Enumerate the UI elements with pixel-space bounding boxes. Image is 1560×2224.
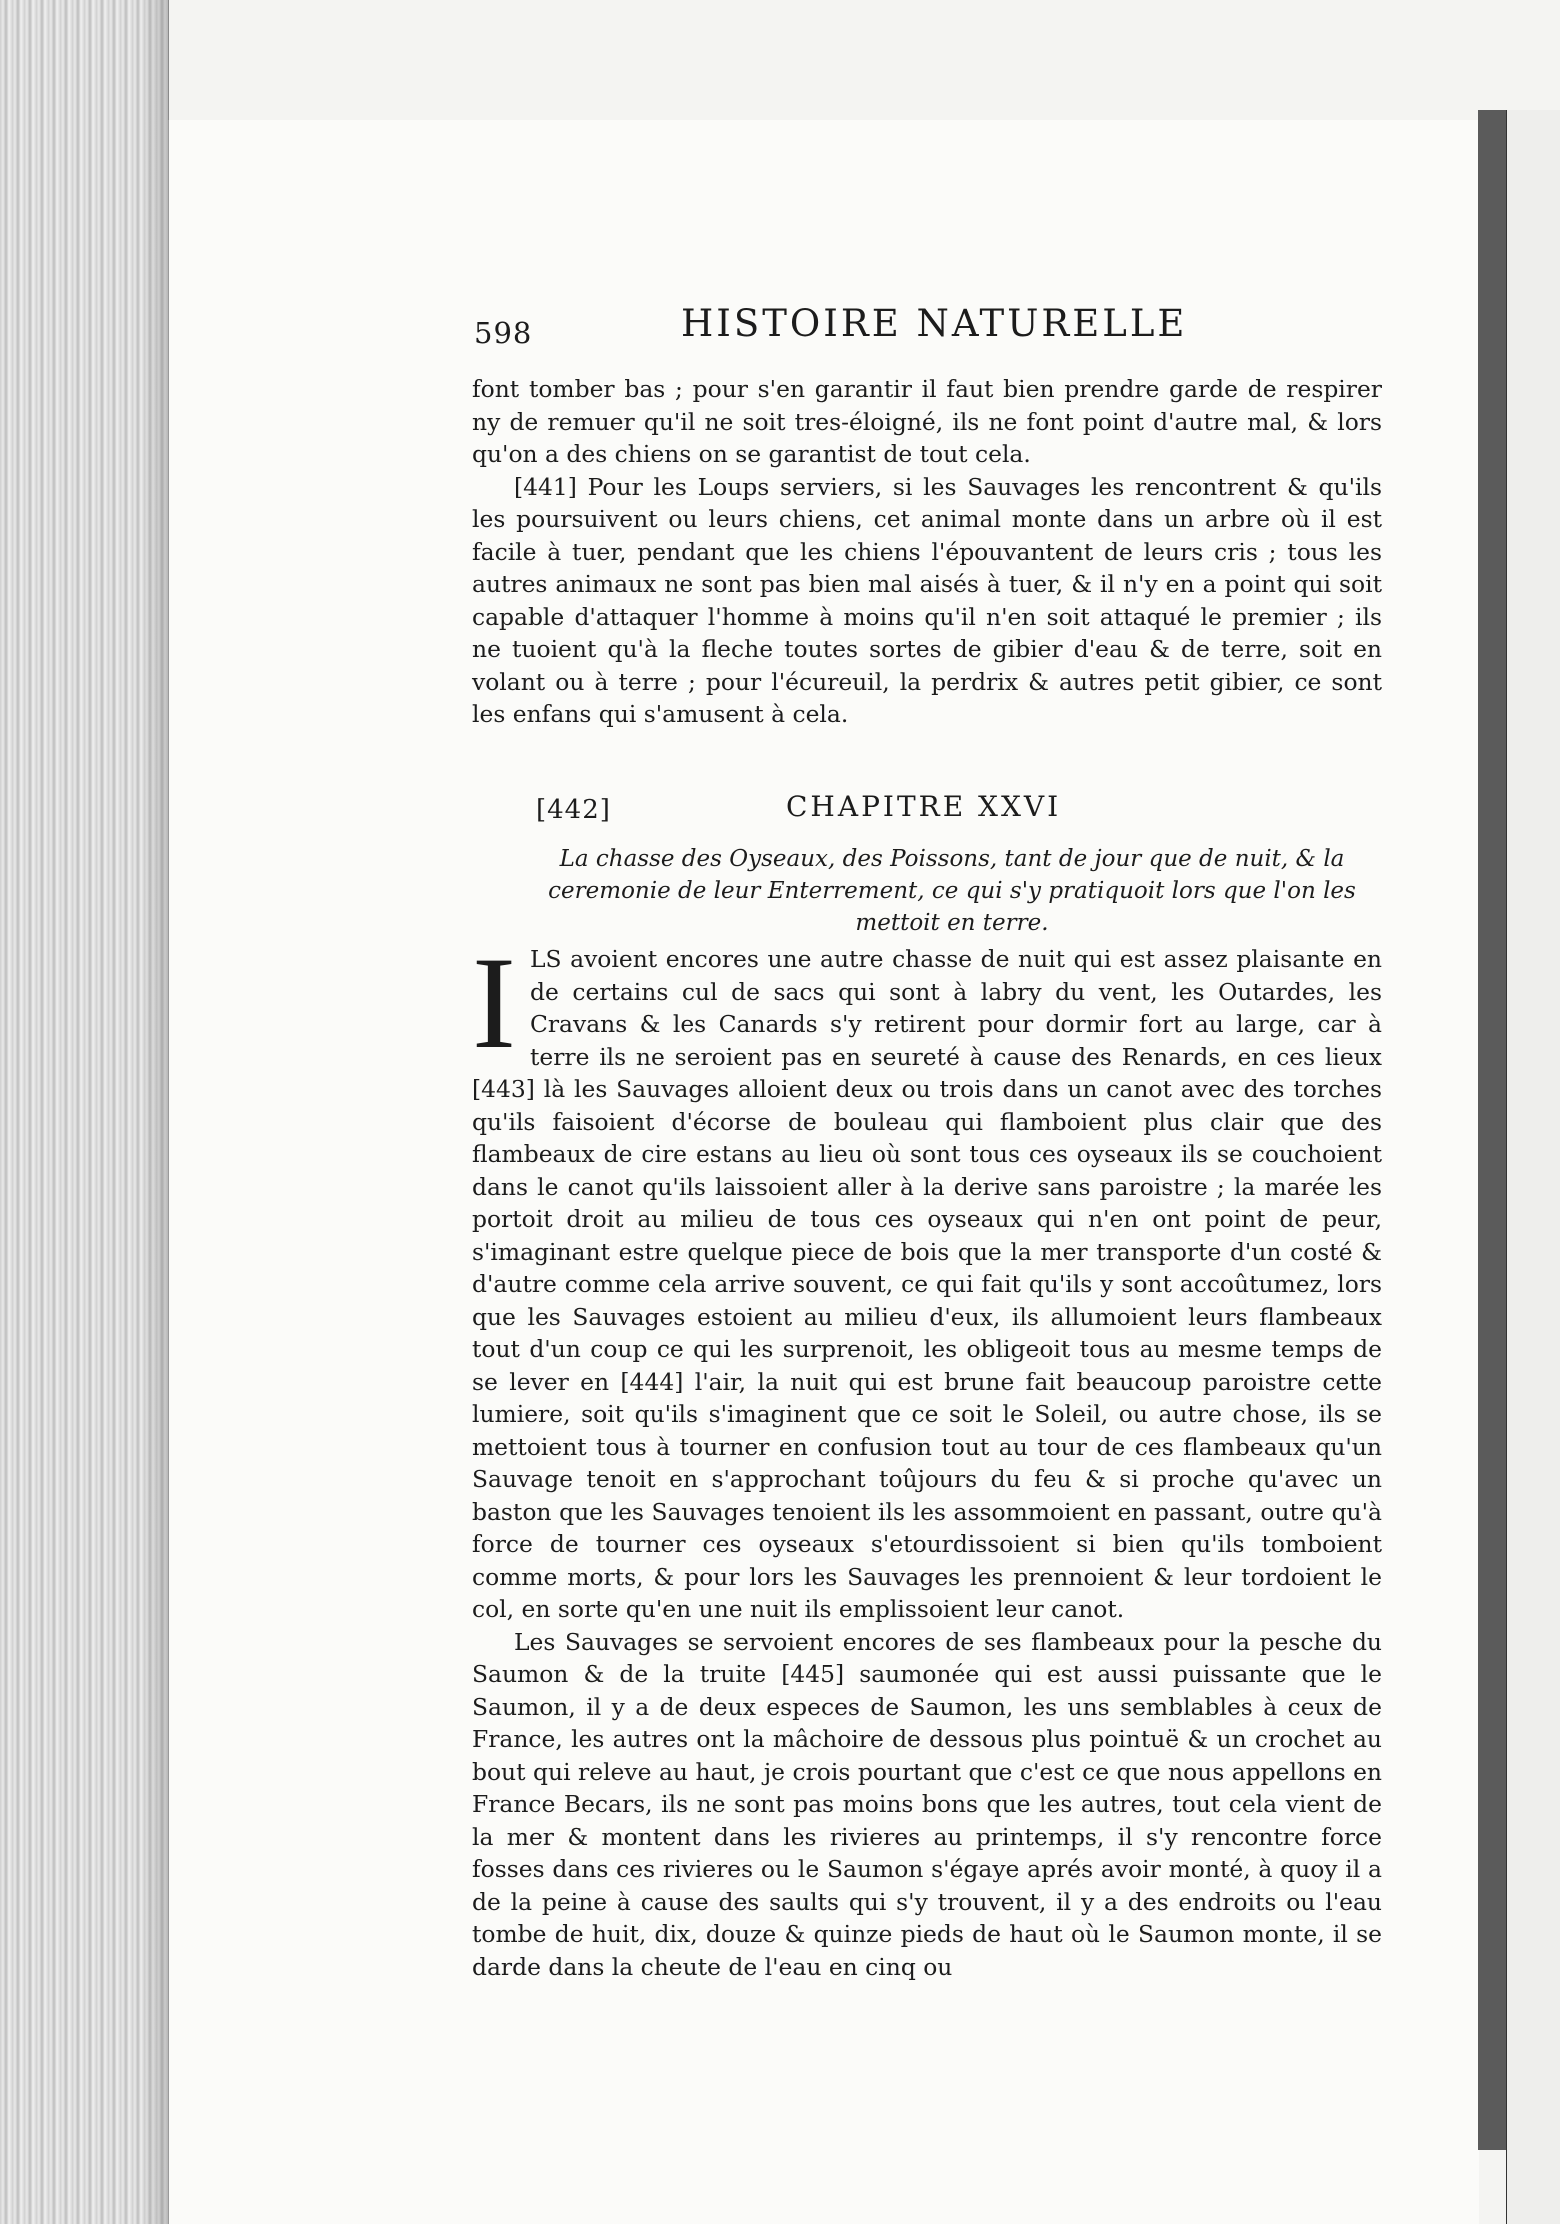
book-page-edges [0, 0, 169, 2224]
facing-page-edge [1506, 110, 1560, 2224]
page-number: 598 [474, 316, 533, 350]
first-paragraph-text: LS avoient encores une autre chasse de nuit qui est assez plaisante en de certains cul de sacs qui sont à labry du vent, les Outardes, les Cravans & les Canards s'y retirent pour dormir fort au large, car à terre ils ne seroient pas en seureté à cause des Renards, en ces lieux [443] là les Sauvages alloient deux ou trois dans un canot avec des torches qu'ils faisoient d'écorse de bouleau qui flamboient plus clair que des flambeaux de cire estans au lieu où sont tous ces oyseaux ils se couchoient dans le canot qu'ils laissoient aller à la derive sans paroistre ; la marée les portoit droit au milieu de tous ces oyseaux qui n'en ont point de peur, s'imaginant estre quelque piece de bois que la mer transporte d'un costé & d'autre comme cela arrive souvent, ce qui fait qu'ils y sont accoûtumez, lors que les Sauvages estoient au milieu d'eux, ils allumoient leurs flambeaux tout d'un coup ce qui les surprenoit, les obligeoit tous au mesme temps de se lever en [444] l'air, la nuit qui est brune fait beaucoup paroistre cette lumiere, soit qu'ils s'imaginent que ce soit le Soleil, ou autre chose, ils se mettoient tous à tourner en confusion tout au tour de ces flambeaux qu'un Sauvage tenoit en s'approchant toûjours du feu & si proche qu'avec un baston que les Sauvages tenoient ils les assommoient en passant, outre qu'à force de tourner ces oyseaux s'etourdissoient si bien qu'ils tomboient comme morts, & pour lors les Sauvages les prennoient & leur tordoient le col, en sorte qu'en une nuit ils emplissoient leur canot. [472, 945, 1382, 1623]
chapter-title: CHAPITRE XXVI [786, 790, 1062, 823]
chapter-second-paragraph: Les Sauvages se servoient encores de ses flambeaux pour la pesche du Saumon & de la truite [445] saumonée qui est aussi puissante que le Saumon, il y a de deux especes de Saumon, les uns semblables à ceux de France, les autres ont la mâchoire de dessous plus pointuë & un crochet au bout qui releve au haut, je crois pourtant que c'est ce que nous appellons en France Becars, ils ne sont pas moins bons que les autres, tout cela vient de la mer & montent dans les rivieres au printemps, il s'y rencontre force fosses dans ces rivieres ou le Saumon s'égaye aprés avoir monté, à quoy il a de la peine à cause des saults qui s'y trouvent, il y a des endroits ou l'eau tombe de huit, dix, douze & quinze pieds de haut où le Saumon monte, il se darde dans la cheute de l'eau en cinq ou [472, 1627, 1382, 1981]
chapter-first-paragraph [472, 929, 1382, 1626]
top-text-block [472, 373, 1382, 731]
chapter-subtitle: La chasse des Oyseaux, des Poissons, tant de jour que de nuit, & la ceremonie de leur Enterrement, ce qui s'y pratiquoit lors que l'on les mettoit en terre. [548, 846, 1356, 936]
chapter-text-block [472, 929, 1382, 1983]
drop-cap: I [472, 929, 516, 1076]
page-header [474, 302, 1474, 362]
running-title: HISTOIRE NATURELLE [681, 302, 1188, 345]
paragraph-continuation: font tomber bas ; pour s'en garantir il faut bien prendre garde de respirer ny de remuer qu'il ne soit tres-éloigné, ils ne font point d'autre mal, & lors qu'on a des chiens on se garantist de tout cela. [472, 375, 1382, 468]
paragraph-441: [441] Pour les Loups serviers, si les Sauvages les rencontrent & qu'ils les poursuivent ou leurs chiens, cet animal monte dans un arbre où il est facile à tuer, pendant que les chiens l'épouvantent de leurs cris ; tous les autres animaux ne sont pas bien mal aisés à tuer, & il n'y en a point qui soit capable d'attaquer l'homme à moins qu'il n'en soit attaqué le premier ; ils ne tuoient qu'à la fleche toutes sortes de gibier d'eau & de terre, soit en volant ou à terre ; pour l'écureuil, la perdrix & autres petit gibier, ce sont les enfans qui s'amusent à cela. [472, 472, 1382, 728]
book-gutter [1478, 110, 1506, 2150]
chapter-page-ref: [442] [536, 795, 611, 825]
